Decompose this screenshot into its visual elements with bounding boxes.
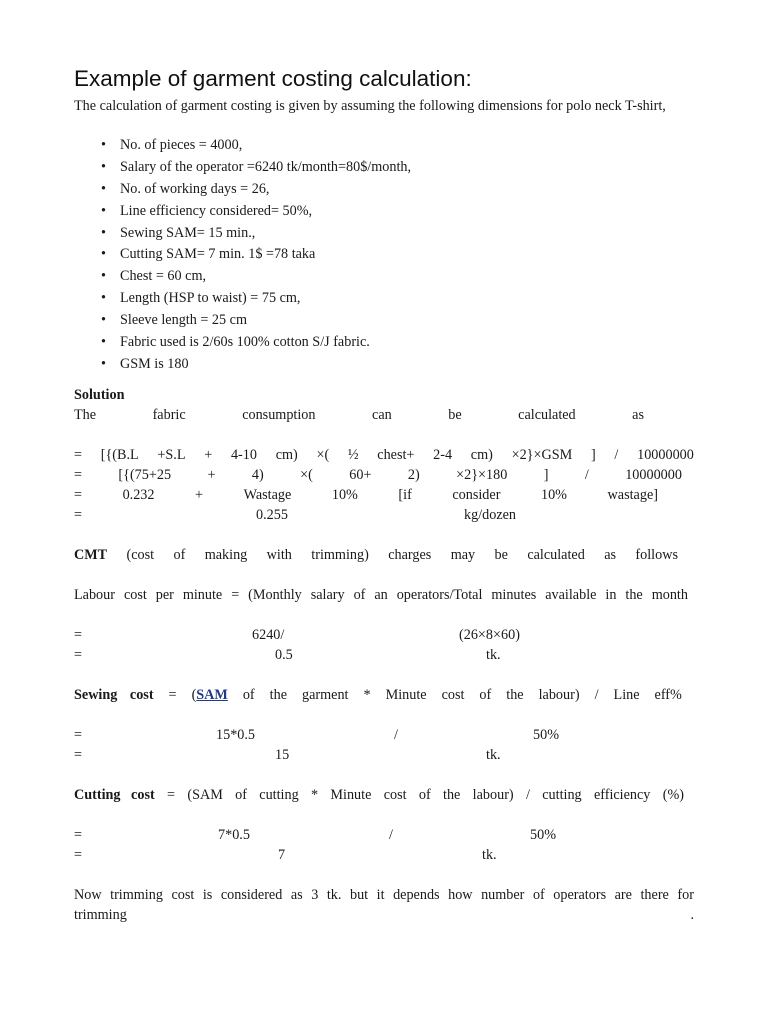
bullet-icon: • [101, 246, 106, 263]
list-item: • Sleeve length = 25 cm [74, 310, 694, 332]
list-item: • Sewing SAM= 15 min., [74, 223, 694, 245]
intro-paragraph: The calculation of garment costing is given by assuming the following dimensions for polo neck T-shirt, [74, 98, 666, 114]
bullet-icon: • [101, 355, 106, 372]
trimming-line-2: trimming . [74, 906, 694, 923]
list-item: • Fabric used is 2/60s 100% cotton S/J fabric. [74, 332, 694, 354]
solution-heading: Solution [74, 386, 125, 403]
list-item: • GSM is 180 [74, 354, 694, 376]
cutting-cost-line: Cutting cost = (SAM of cutting * Minute cost of the labour) / cutting efficiency (%) [74, 786, 684, 803]
bullet-icon: • [101, 334, 106, 351]
labour-calc-row-2: = 0.5 tk. [74, 646, 501, 663]
fabric-consumption-line: The fabric consumption can be calculated as [74, 406, 644, 423]
bullet-icon: • [101, 180, 106, 197]
cutting-calc-row-1: = 7*0.5 / 50% [74, 826, 557, 843]
list-item: • No. of pieces = 4000, [74, 135, 694, 157]
sam-link[interactable]: SAM [196, 686, 228, 703]
labour-cost-line: Labour cost per minute = (Monthly salary of an operators/Total minutes available in the month [74, 586, 688, 603]
bullet-icon: • [101, 158, 106, 175]
bullet-icon: • [101, 137, 106, 153]
assumption-list [74, 135, 694, 376]
list-item: • Salary of the operator =6240 tk/month=80$/month, [74, 157, 694, 179]
list-item: • No. of working days = 26, [74, 179, 694, 201]
cutting-calc-row-2: = 7 tk. [74, 846, 497, 863]
trimming-line-1: Now trimming cost is considered as 3 tk. but it depends how number of operators are there for [74, 886, 694, 903]
page-title: Example of garment costing calculation: [74, 66, 472, 91]
formula-line-3: = 0.232 + Wastage 10% [if consider 10% wastage] [74, 486, 658, 503]
sewing-cost-line: Sewing cost = (SAM of the garment * Minute cost of the labour) / Line eff% [74, 686, 682, 703]
labour-calc-row-1: = 6240/ (26×8×60) [74, 626, 520, 643]
bullet-icon: • [101, 224, 106, 241]
document-page [74, 62, 694, 925]
bullet-icon: • [101, 312, 106, 329]
sewing-calc-row-1: = 15*0.5 / 50% [74, 726, 560, 743]
bullet-icon: • [101, 202, 106, 219]
formula-line-1: = [{(B.L +S.L + 4-10 cm) ×( ½ chest+ 2-4 cm) ×2}×GSM ] / 10000000 [74, 446, 694, 463]
bullet-icon: • [101, 268, 106, 285]
sewing-calc-row-2: = 15 tk. [74, 746, 501, 763]
list-item: • Length (HSP to waist) = 75 cm, [74, 288, 694, 310]
list-item: • Line efficiency considered= 50%, [74, 201, 694, 223]
formula-line-2: = [{(75+25 + 4) ×( 60+ 2) ×2}×180 ] / 10000000 [74, 466, 682, 483]
list-item: • Chest = 60 cm, [74, 266, 694, 288]
cmt-line: CMT (cost of making with trimming) charges may be calculated as follows [74, 546, 678, 563]
list-item: • Cutting SAM= 7 min. 1$ =78 taka [74, 244, 694, 266]
bullet-icon: • [101, 290, 106, 307]
formula-line-4: = 0.255 kg/dozen [74, 506, 517, 523]
